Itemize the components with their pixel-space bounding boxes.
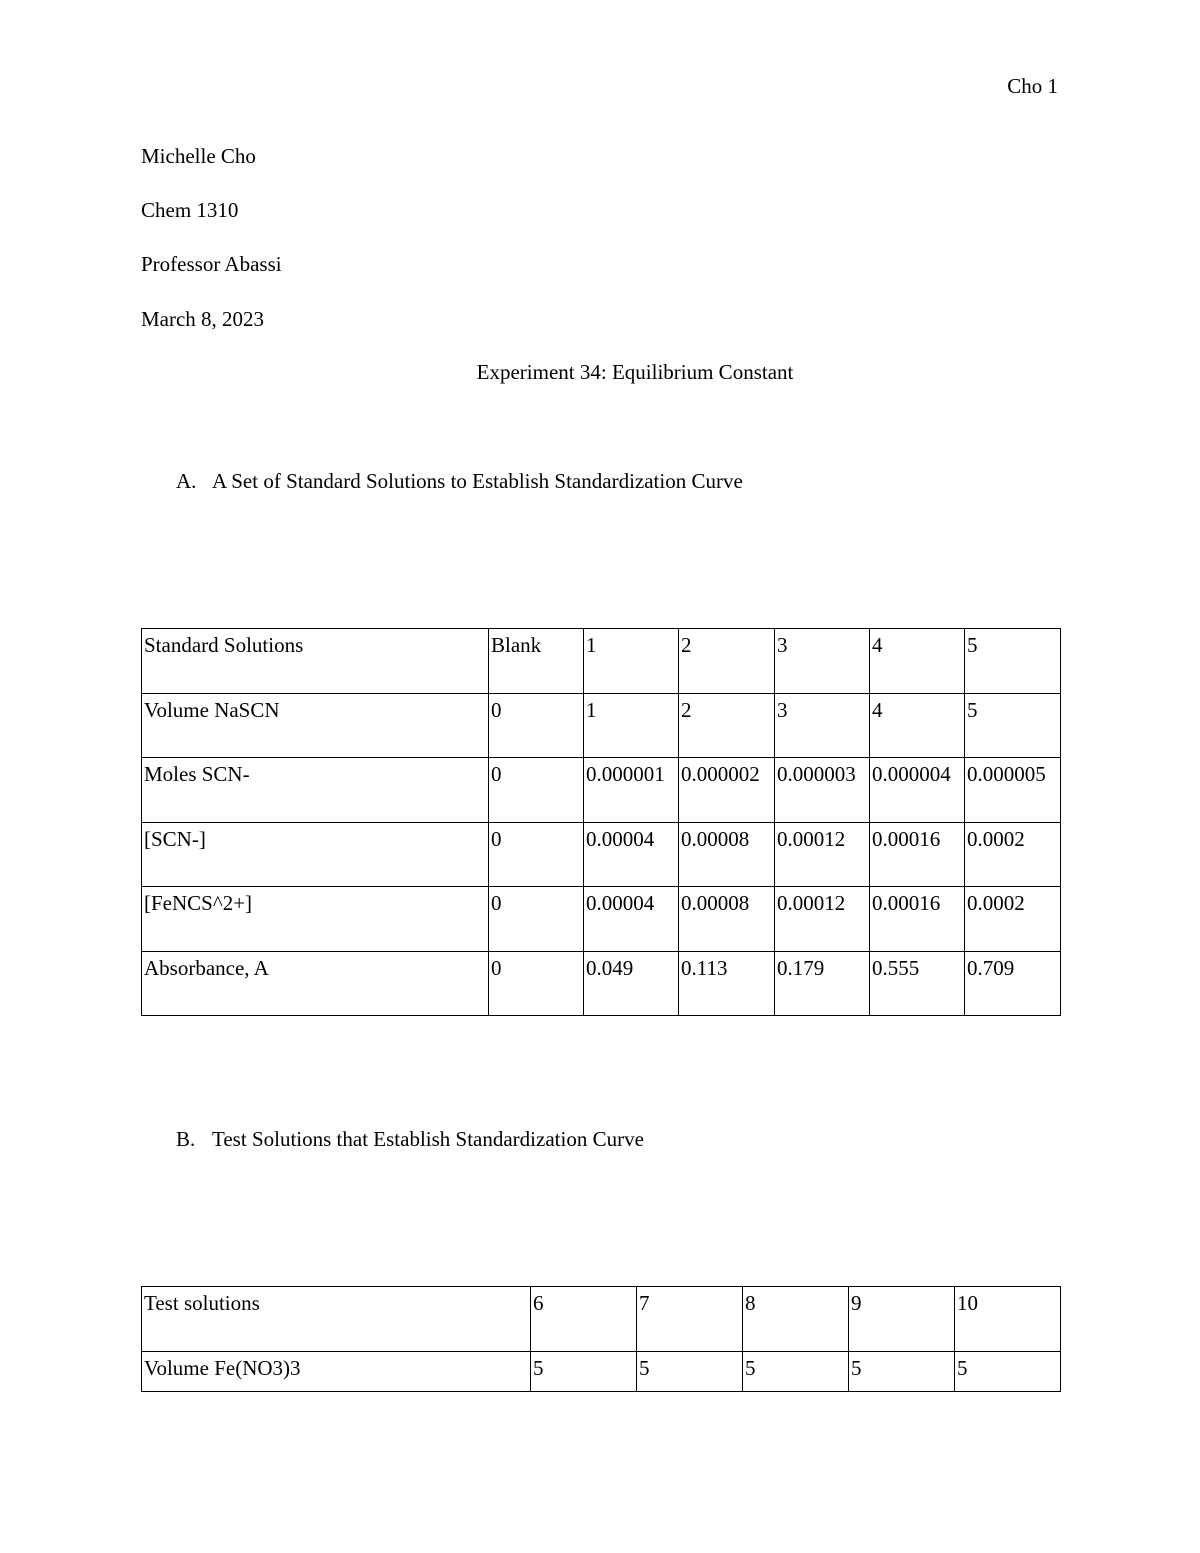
table-cell: 5	[531, 1352, 637, 1392]
table-row	[142, 822, 1061, 887]
table-cell: 1	[584, 629, 679, 694]
table-cell: 7	[637, 1287, 743, 1352]
table-cell: 5	[849, 1352, 955, 1392]
table-cell: 0.000002	[679, 758, 775, 823]
table-cell: 8	[743, 1287, 849, 1352]
professor-name: Professor Abassi	[141, 252, 282, 276]
table-cell: Blank	[489, 629, 584, 694]
table-cell: 0.179	[775, 951, 870, 1016]
table-row	[142, 887, 1061, 952]
table-cell: 0.709	[965, 951, 1061, 1016]
table-cell: 0	[489, 951, 584, 1016]
row-label-cell: [SCN-]	[142, 822, 489, 887]
table-cell: 0.00016	[870, 887, 965, 952]
table-cell: 2	[679, 693, 775, 758]
table-cell: 3	[775, 629, 870, 694]
row-label-cell: Volume NaSCN	[142, 693, 489, 758]
table-row	[142, 629, 1061, 694]
row-label-cell: Volume Fe(NO3)3	[142, 1352, 531, 1392]
table-cell: 0.00008	[679, 822, 775, 887]
row-label-cell: [FeNCS^2+]	[142, 887, 489, 952]
table-row	[142, 693, 1061, 758]
section-b-heading	[176, 1127, 644, 1152]
section-b-letter: B.	[176, 1127, 196, 1151]
author-name: Michelle Cho	[141, 144, 256, 168]
table-cell: 5	[955, 1352, 1061, 1392]
table-cell: 0.00008	[679, 887, 775, 952]
section-a-title: A Set of Standard Solutions to Establish Standardization Curve	[212, 469, 743, 493]
table-row	[142, 758, 1061, 823]
table-cell: 2	[679, 629, 775, 694]
table-cell: 0.049	[584, 951, 679, 1016]
table-cell: 0	[489, 758, 584, 823]
table-row	[142, 1352, 1061, 1392]
table-cell: 9	[849, 1287, 955, 1352]
section-a-heading	[176, 469, 743, 494]
table-cell: 0.00004	[584, 822, 679, 887]
table-cell: 10	[955, 1287, 1061, 1352]
table-cell: 0.000004	[870, 758, 965, 823]
table-cell: 0	[489, 822, 584, 887]
table-cell: 0.555	[870, 951, 965, 1016]
section-a-letter: A.	[176, 469, 197, 493]
page-header: Cho 1	[1007, 74, 1058, 98]
table-cell: 0.00012	[775, 822, 870, 887]
table-cell: 0.000003	[775, 758, 870, 823]
table-cell: 0	[489, 887, 584, 952]
table-cell: 1	[584, 693, 679, 758]
table-cell: 4	[870, 629, 965, 694]
course-name: Chem 1310	[141, 198, 239, 222]
document-title: Experiment 34: Equilibrium Constant	[476, 360, 794, 384]
row-label-cell: Moles SCN-	[142, 758, 489, 823]
table-cell: 0.113	[679, 951, 775, 1016]
table-cell: 3	[775, 693, 870, 758]
document-date: March 8, 2023	[141, 307, 265, 331]
table-cell: 6	[531, 1287, 637, 1352]
table-cell: 0.00012	[775, 887, 870, 952]
row-label-cell: Test solutions	[142, 1287, 531, 1352]
table-cell: 0.00016	[870, 822, 965, 887]
table-cell: 5	[743, 1352, 849, 1392]
table-cell: 5	[637, 1352, 743, 1392]
standard-solutions-table	[141, 628, 1061, 1016]
section-b-title: Test Solutions that Establish Standardization Curve	[212, 1127, 644, 1151]
table-cell: 4	[870, 693, 965, 758]
row-label-cell: Standard Solutions	[142, 629, 489, 694]
test-solutions-table	[141, 1286, 1061, 1392]
table-row	[142, 1287, 1061, 1352]
table-cell: 5	[965, 629, 1061, 694]
table-cell: 0.0002	[965, 822, 1061, 887]
table-cell: 5	[965, 693, 1061, 758]
table-row	[142, 951, 1061, 1016]
table-cell: 0	[489, 693, 584, 758]
table-cell: 0.0002	[965, 887, 1061, 952]
table-cell: 0.000005	[965, 758, 1061, 823]
row-label-cell: Absorbance, A	[142, 951, 489, 1016]
table-cell: 0.000001	[584, 758, 679, 823]
table-cell: 0.00004	[584, 887, 679, 952]
